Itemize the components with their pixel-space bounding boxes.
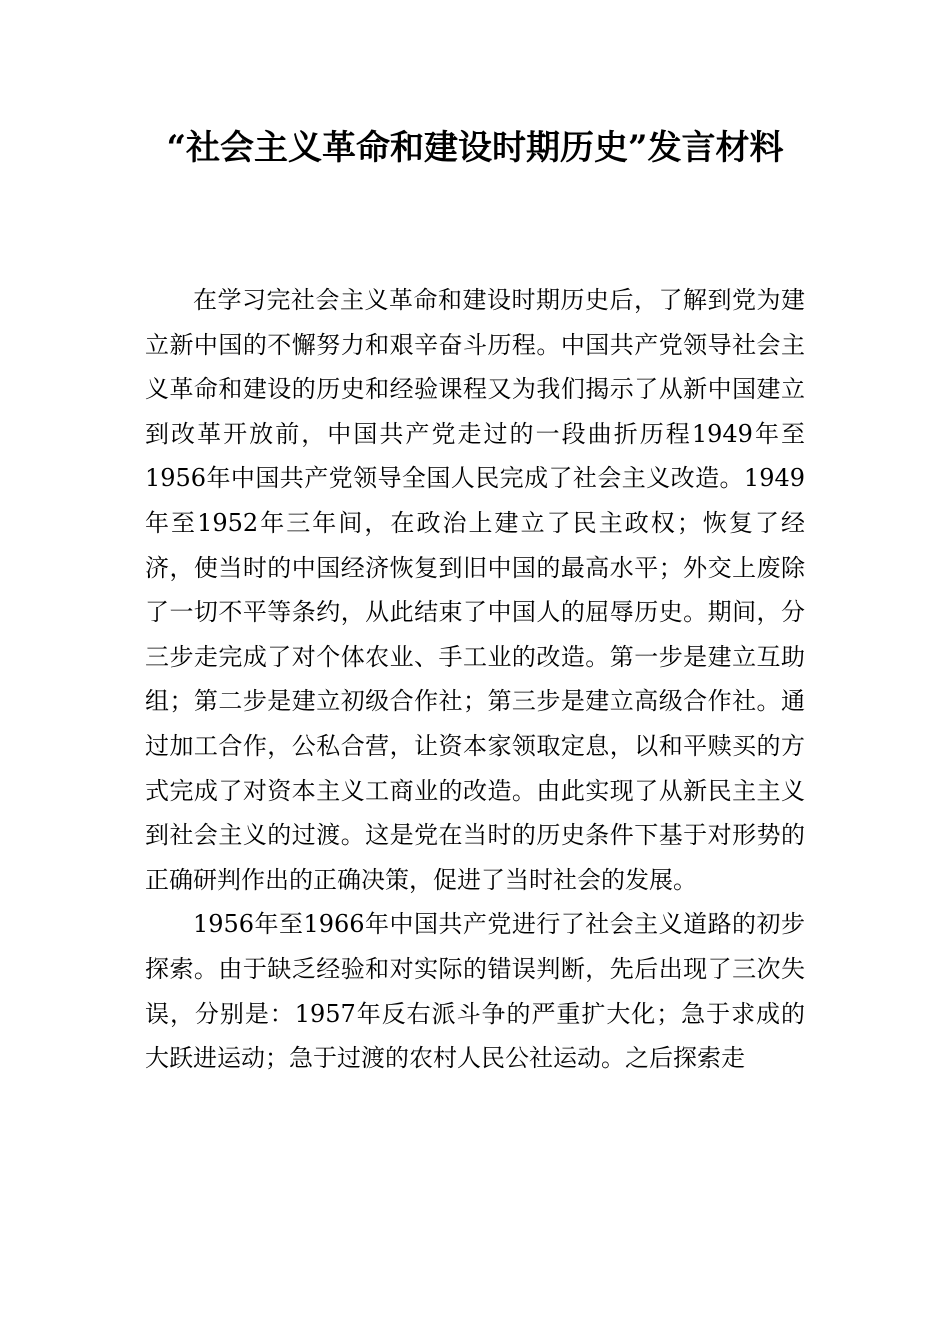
paragraph-1: 在学习完社会主义革命和建设时期历史后，了解到党为建立新中国的不懈努力和艰辛奋斗历程。中国共产党领导社会主义革命和建设的历史和经验课程又为我们揭示了从新中国建立到改革开放前，中国共产党走过的一段曲折历程1949年至1956年中国共产党领导全国人民完成了社会主义改造。1949年至1952年三年间，在政治上建立了民主政权；恢复了经济，使当时的中国经济恢复到旧中国的最高水平；外交上废除了一切不平等条约，从此结束了中国人的屈辱历史。期间，分三步走完成了对个体农业、手工业的改造。第一步是建立互助组；第二步是建立初级合作社；第三步是建立高级合作社。通过加工合作，公私合营，让资本家领取定息，以和平赎买的方式完成了对资本主义工商业的改造。由此实现了从新民主主义到社会主义的过渡。这是党在当时的历史条件下基于对形势的正确研判作出的正确决策，促进了当时社会的发展。 — [145, 286, 805, 894]
paragraph-2: 1956年至1966年中国共产党进行了社会主义道路的初步探索。由于缺乏经验和对实际的错误判断，先后出现了三次失误，分别是：1957年反右派斗争的严重扩大化；急于求成的大跃进运动；急于过渡的农村人民公社运动。之后探索走 — [145, 910, 805, 1073]
document-title: “社会主义革命和建设时期历史”发言材料 — [166, 128, 784, 168]
document-body — [145, 278, 805, 1081]
